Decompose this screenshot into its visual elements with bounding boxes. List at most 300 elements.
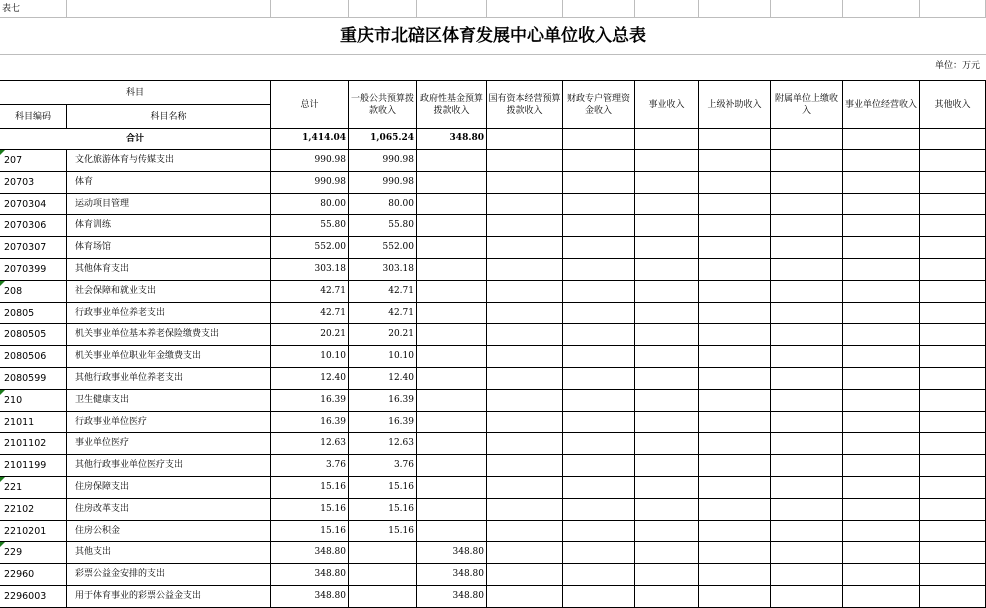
cell-total[interactable]: 10.10 (271, 346, 349, 368)
total-label[interactable]: 合计 (0, 128, 271, 150)
empty-cell[interactable] (771, 194, 843, 216)
empty-cell[interactable] (563, 542, 635, 564)
empty-cell[interactable] (843, 150, 920, 172)
empty-cell[interactable] (487, 194, 563, 216)
cell-fund[interactable] (417, 259, 487, 281)
table-row (0, 455, 986, 477)
cell-code[interactable]: 221 (0, 477, 67, 499)
empty-cell[interactable] (487, 259, 563, 281)
empty-cell[interactable] (699, 499, 771, 521)
empty-cell[interactable] (920, 455, 986, 477)
empty-cell[interactable] (563, 455, 635, 477)
cell-general[interactable]: 55.80 (349, 215, 417, 237)
cell-code[interactable]: 2080599 (0, 368, 67, 390)
cell-name[interactable]: 机关事业单位基本养老保险缴费支出 (67, 324, 271, 346)
empty-cell[interactable] (635, 564, 699, 586)
cell-total[interactable]: 348.80 (271, 542, 349, 564)
empty-cell[interactable] (920, 215, 986, 237)
cell-name[interactable]: 其他行政事业单位养老支出 (67, 368, 271, 390)
cell-code[interactable]: 22102 (0, 499, 67, 521)
empty-cell[interactable] (920, 433, 986, 455)
empty-cell[interactable] (699, 368, 771, 390)
empty-cell[interactable] (563, 237, 635, 259)
empty-cell[interactable] (771, 564, 843, 586)
cell-general[interactable] (349, 586, 417, 608)
cell-total[interactable]: 303.18 (271, 259, 349, 281)
cell-total[interactable]: 16.39 (271, 412, 349, 434)
empty-cell[interactable] (635, 477, 699, 499)
empty-cell[interactable] (843, 564, 920, 586)
table-label[interactable]: 表七 (0, 0, 67, 18)
cell-general[interactable]: 16.39 (349, 412, 417, 434)
cell-fund[interactable] (417, 324, 487, 346)
total-general[interactable]: 1,065.24 (349, 128, 417, 150)
cell-total[interactable]: 348.80 (271, 586, 349, 608)
cell-fund[interactable] (417, 499, 487, 521)
empty-cell[interactable] (487, 303, 563, 325)
empty-cell[interactable] (920, 128, 986, 150)
empty-cell[interactable] (563, 324, 635, 346)
empty-cell[interactable] (920, 150, 986, 172)
empty-cell[interactable] (487, 412, 563, 434)
cell-name[interactable]: 文化旅游体育与传媒支出 (67, 150, 271, 172)
error-indicator-icon (0, 477, 5, 482)
empty-cell[interactable] (843, 259, 920, 281)
cell-name[interactable]: 其他行政事业单位医疗支出 (67, 455, 271, 477)
cell-general[interactable]: 80.00 (349, 194, 417, 216)
grid-cell[interactable] (271, 0, 349, 18)
cell-code[interactable]: 20703 (0, 172, 67, 194)
cell-total[interactable]: 15.16 (271, 499, 349, 521)
cell-total[interactable]: 55.80 (271, 215, 349, 237)
empty-cell[interactable] (843, 194, 920, 216)
cell-name[interactable]: 其他支出 (67, 542, 271, 564)
grid-cell[interactable] (843, 0, 920, 18)
cell-total[interactable]: 15.16 (271, 477, 349, 499)
header-operating[interactable]: 事业单位经营收入 (843, 81, 920, 129)
cell-name[interactable]: 住房保障支出 (67, 477, 271, 499)
empty-cell[interactable] (563, 564, 635, 586)
cell-fund[interactable] (417, 477, 487, 499)
cell-code[interactable]: 208 (0, 281, 67, 303)
cell-code[interactable]: 2210201 (0, 521, 67, 543)
empty-cell[interactable] (920, 390, 986, 412)
cell-code[interactable]: 210 (0, 390, 67, 412)
header-general-budget[interactable]: 一般公共预算拨款收入 (349, 81, 417, 129)
empty-cell[interactable] (920, 521, 986, 543)
empty-cell[interactable] (699, 455, 771, 477)
empty-cell[interactable] (920, 542, 986, 564)
empty-cell[interactable] (771, 499, 843, 521)
empty-cell[interactable] (920, 586, 986, 608)
empty-cell[interactable] (771, 303, 843, 325)
cell-name[interactable]: 事业单位医疗 (67, 433, 271, 455)
cell-fund[interactable] (417, 346, 487, 368)
empty-cell[interactable] (635, 390, 699, 412)
empty-cell[interactable] (771, 237, 843, 259)
cell-fund[interactable] (417, 194, 487, 216)
cell-general[interactable]: 20.21 (349, 324, 417, 346)
empty-cell[interactable] (487, 564, 563, 586)
header-business[interactable]: 事业收入 (635, 81, 699, 129)
cell-fund[interactable] (417, 390, 487, 412)
cell-total[interactable]: 12.63 (271, 433, 349, 455)
empty-cell[interactable] (843, 172, 920, 194)
empty-cell[interactable] (635, 412, 699, 434)
cell-fund[interactable] (417, 368, 487, 390)
cell-name[interactable]: 体育训练 (67, 215, 271, 237)
cell-general[interactable]: 12.63 (349, 433, 417, 455)
header-affiliated[interactable]: 附属单位上缴收入 (771, 81, 843, 129)
cell-fund[interactable] (417, 412, 487, 434)
empty-cell[interactable] (771, 324, 843, 346)
empty-cell[interactable] (563, 281, 635, 303)
empty-cell[interactable] (487, 542, 563, 564)
empty-cell[interactable] (487, 324, 563, 346)
empty-cell[interactable] (635, 521, 699, 543)
empty-cell[interactable] (920, 324, 986, 346)
cell-name[interactable]: 卫生健康支出 (67, 390, 271, 412)
empty-cell[interactable] (843, 390, 920, 412)
cell-name[interactable]: 运动项目管理 (67, 194, 271, 216)
empty-cell[interactable] (699, 346, 771, 368)
empty-cell[interactable] (487, 477, 563, 499)
cell-name[interactable]: 体育 (67, 172, 271, 194)
empty-cell[interactable] (920, 564, 986, 586)
empty-cell[interactable] (635, 194, 699, 216)
grid-cell[interactable] (563, 0, 635, 18)
cell-total[interactable]: 12.40 (271, 368, 349, 390)
cell-fund[interactable]: 348.80 (417, 564, 487, 586)
cell-name[interactable]: 行政事业单位医疗 (67, 412, 271, 434)
empty-cell[interactable] (920, 346, 986, 368)
empty-cell[interactable] (635, 303, 699, 325)
cell-name[interactable]: 彩票公益金安排的支出 (67, 564, 271, 586)
empty-cell[interactable] (771, 433, 843, 455)
empty-cell[interactable] (843, 215, 920, 237)
grid-cell[interactable] (67, 0, 271, 18)
cell-name[interactable]: 体育场馆 (67, 237, 271, 259)
empty-cell[interactable] (563, 303, 635, 325)
empty-cell[interactable] (487, 237, 563, 259)
grid-cell[interactable] (635, 0, 699, 18)
empty-cell[interactable] (635, 499, 699, 521)
empty-cell[interactable] (563, 390, 635, 412)
empty-cell[interactable] (771, 412, 843, 434)
cell-fund[interactable] (417, 150, 487, 172)
error-indicator-icon (0, 281, 5, 286)
empty-cell[interactable] (843, 324, 920, 346)
empty-cell[interactable] (920, 259, 986, 281)
empty-cell[interactable] (920, 281, 986, 303)
empty-cell[interactable] (699, 215, 771, 237)
empty-cell[interactable] (699, 128, 771, 150)
cell-code[interactable]: 2101102 (0, 433, 67, 455)
empty-cell[interactable] (487, 455, 563, 477)
unit-label: 单位：万元 (934, 61, 980, 71)
empty-cell[interactable] (635, 346, 699, 368)
cell-code[interactable]: 2101199 (0, 455, 67, 477)
empty-cell[interactable] (771, 259, 843, 281)
cell-code[interactable]: 21011 (0, 412, 67, 434)
table-row (0, 542, 986, 564)
cell-general[interactable]: 42.71 (349, 281, 417, 303)
empty-cell[interactable] (771, 368, 843, 390)
cell-code[interactable]: 207 (0, 150, 67, 172)
cell-code[interactable]: 20805 (0, 303, 67, 325)
empty-cell[interactable] (563, 259, 635, 281)
empty-cell[interactable] (920, 303, 986, 325)
empty-cell[interactable] (699, 542, 771, 564)
empty-cell[interactable] (920, 172, 986, 194)
empty-cell[interactable] (771, 128, 843, 150)
empty-cell[interactable] (563, 368, 635, 390)
empty-cell[interactable] (563, 412, 635, 434)
header-fiscal-special[interactable]: 财政专户管理资金收入 (563, 81, 635, 129)
empty-cell[interactable] (635, 215, 699, 237)
empty-cell[interactable] (563, 586, 635, 608)
cell-fund[interactable] (417, 303, 487, 325)
header-subject[interactable]: 科目 (0, 81, 271, 105)
grid-cell[interactable] (771, 0, 843, 18)
header-state-capital[interactable]: 国有资本经营预算拨款收入 (487, 81, 563, 129)
empty-cell[interactable] (843, 455, 920, 477)
empty-cell[interactable] (843, 346, 920, 368)
empty-cell[interactable] (699, 259, 771, 281)
empty-cell[interactable] (843, 303, 920, 325)
cell-code[interactable]: 2070304 (0, 194, 67, 216)
empty-cell[interactable] (699, 477, 771, 499)
empty-cell[interactable] (563, 215, 635, 237)
empty-cell[interactable] (487, 215, 563, 237)
cell-code[interactable]: 22960 (0, 564, 67, 586)
cell-general[interactable]: 990.98 (349, 172, 417, 194)
empty-cell[interactable] (635, 455, 699, 477)
cell-total[interactable]: 990.98 (271, 172, 349, 194)
empty-cell[interactable] (843, 237, 920, 259)
empty-cell[interactable] (635, 150, 699, 172)
empty-cell[interactable] (771, 455, 843, 477)
cell-total[interactable]: 20.21 (271, 324, 349, 346)
empty-cell[interactable] (771, 215, 843, 237)
empty-cell[interactable] (771, 390, 843, 412)
cell-name[interactable]: 社会保障和就业支出 (67, 281, 271, 303)
page-title: 重庆市北碚区体育发展中心单位收入总表 (340, 26, 646, 46)
empty-cell[interactable] (771, 346, 843, 368)
empty-cell[interactable] (487, 521, 563, 543)
header-other[interactable]: 其他收入 (920, 81, 986, 129)
cell-fund[interactable] (417, 172, 487, 194)
grid-cell[interactable] (349, 0, 417, 18)
empty-cell[interactable] (699, 281, 771, 303)
empty-cell[interactable] (699, 586, 771, 608)
empty-cell[interactable] (843, 433, 920, 455)
cell-general[interactable]: 42.71 (349, 303, 417, 325)
cell-name[interactable]: 住房公积金 (67, 521, 271, 543)
empty-cell[interactable] (699, 194, 771, 216)
cell-name[interactable]: 住房改革支出 (67, 499, 271, 521)
empty-cell[interactable] (920, 368, 986, 390)
empty-cell[interactable] (635, 542, 699, 564)
cell-name[interactable]: 机关事业单位职业年金缴费支出 (67, 346, 271, 368)
empty-cell[interactable] (635, 281, 699, 303)
empty-cell[interactable] (699, 564, 771, 586)
header-subject-name[interactable]: 科目名称 (67, 105, 271, 129)
empty-cell[interactable] (635, 324, 699, 346)
empty-cell[interactable] (635, 172, 699, 194)
table-row (0, 281, 986, 303)
cell-name[interactable]: 其他体育支出 (67, 259, 271, 281)
header-gov-fund[interactable]: 政府性基金预算拨款收入 (417, 81, 487, 129)
cell-total[interactable]: 80.00 (271, 194, 349, 216)
cell-fund[interactable] (417, 237, 487, 259)
cell-fund[interactable] (417, 281, 487, 303)
cell-fund[interactable] (417, 455, 487, 477)
cell-total[interactable]: 990.98 (271, 150, 349, 172)
empty-cell[interactable] (771, 281, 843, 303)
empty-cell[interactable] (920, 499, 986, 521)
empty-cell[interactable] (699, 237, 771, 259)
empty-cell[interactable] (487, 172, 563, 194)
empty-cell[interactable] (487, 586, 563, 608)
empty-cell[interactable] (920, 477, 986, 499)
total-total[interactable]: 1,414.04 (271, 128, 349, 150)
empty-cell[interactable] (699, 303, 771, 325)
empty-cell[interactable] (771, 172, 843, 194)
empty-cell[interactable] (699, 324, 771, 346)
cell-code[interactable]: 229 (0, 542, 67, 564)
cell-fund[interactable] (417, 521, 487, 543)
empty-cell[interactable] (699, 412, 771, 434)
cell-total[interactable]: 348.80 (271, 564, 349, 586)
empty-cell[interactable] (699, 390, 771, 412)
empty-cell[interactable] (635, 128, 699, 150)
cell-fund[interactable] (417, 215, 487, 237)
cell-general[interactable] (349, 564, 417, 586)
header-superior-subsidy[interactable]: 上级补助收入 (699, 81, 771, 129)
empty-cell[interactable] (635, 259, 699, 281)
empty-cell[interactable] (563, 172, 635, 194)
empty-cell[interactable] (843, 542, 920, 564)
cell-general[interactable]: 303.18 (349, 259, 417, 281)
grid-cell[interactable] (487, 0, 563, 18)
cell-name[interactable]: 行政事业单位养老支出 (67, 303, 271, 325)
empty-cell[interactable] (563, 150, 635, 172)
empty-cell[interactable] (487, 281, 563, 303)
cell-total[interactable]: 42.71 (271, 303, 349, 325)
empty-cell[interactable] (920, 194, 986, 216)
cell-code[interactable]: 2070399 (0, 259, 67, 281)
empty-cell[interactable] (843, 368, 920, 390)
empty-cell[interactable] (771, 521, 843, 543)
empty-cell[interactable] (920, 412, 986, 434)
cell-general[interactable]: 16.39 (349, 390, 417, 412)
cell-code[interactable]: 2070306 (0, 215, 67, 237)
cell-general[interactable] (349, 542, 417, 564)
empty-cell[interactable] (487, 150, 563, 172)
empty-cell[interactable] (563, 477, 635, 499)
empty-cell[interactable] (487, 128, 563, 150)
empty-cell[interactable] (843, 586, 920, 608)
cell-total[interactable]: 16.39 (271, 390, 349, 412)
cell-general[interactable]: 990.98 (349, 150, 417, 172)
empty-cell[interactable] (843, 128, 920, 150)
total-fund[interactable]: 348.80 (417, 128, 487, 150)
empty-cell[interactable] (843, 477, 920, 499)
empty-cell[interactable] (920, 237, 986, 259)
cell-fund[interactable]: 348.80 (417, 586, 487, 608)
empty-cell[interactable] (563, 499, 635, 521)
cell-general[interactable]: 15.16 (349, 521, 417, 543)
empty-cell[interactable] (487, 346, 563, 368)
empty-cell[interactable] (771, 586, 843, 608)
cell-general[interactable]: 10.10 (349, 346, 417, 368)
empty-cell[interactable] (699, 521, 771, 543)
empty-cell[interactable] (635, 433, 699, 455)
table-row (0, 390, 986, 412)
empty-cell[interactable] (487, 499, 563, 521)
table-row (0, 368, 986, 390)
cell-name[interactable]: 用于体育事业的彩票公益金支出 (67, 586, 271, 608)
grid-cell[interactable] (417, 0, 487, 18)
header-subject-code[interactable]: 科目编码 (0, 105, 67, 129)
empty-cell[interactable] (699, 433, 771, 455)
cell-code[interactable]: 2080505 (0, 324, 67, 346)
empty-cell[interactable] (563, 128, 635, 150)
empty-cell[interactable] (771, 150, 843, 172)
grid-cell[interactable] (699, 0, 771, 18)
empty-cell[interactable] (843, 412, 920, 434)
empty-cell[interactable] (487, 390, 563, 412)
empty-cell[interactable] (771, 477, 843, 499)
empty-cell[interactable] (487, 433, 563, 455)
cell-fund[interactable]: 348.80 (417, 542, 487, 564)
cell-total[interactable]: 15.16 (271, 521, 349, 543)
cell-general[interactable]: 3.76 (349, 455, 417, 477)
empty-cell[interactable] (699, 150, 771, 172)
empty-cell[interactable] (563, 521, 635, 543)
cell-total[interactable]: 3.76 (271, 455, 349, 477)
empty-cell[interactable] (843, 281, 920, 303)
cell-fund[interactable] (417, 433, 487, 455)
empty-cell[interactable] (843, 521, 920, 543)
empty-cell[interactable] (699, 172, 771, 194)
empty-cell[interactable] (635, 368, 699, 390)
table-row (0, 172, 986, 194)
table-row (0, 499, 986, 521)
label-row (0, 0, 986, 18)
empty-cell[interactable] (563, 194, 635, 216)
cell-general[interactable]: 15.16 (349, 499, 417, 521)
empty-cell[interactable] (487, 368, 563, 390)
empty-cell[interactable] (563, 346, 635, 368)
empty-cell[interactable] (843, 499, 920, 521)
cell-code[interactable]: 2070307 (0, 237, 67, 259)
grid-cell[interactable] (920, 0, 986, 18)
header-total[interactable]: 总计 (271, 81, 349, 129)
cell-code[interactable]: 2080506 (0, 346, 67, 368)
cell-code[interactable]: 2296003 (0, 586, 67, 608)
empty-cell[interactable] (635, 586, 699, 608)
empty-cell[interactable] (771, 542, 843, 564)
cell-general[interactable]: 552.00 (349, 237, 417, 259)
cell-general[interactable]: 12.40 (349, 368, 417, 390)
cell-total[interactable]: 552.00 (271, 237, 349, 259)
empty-cell[interactable] (563, 433, 635, 455)
cell-total[interactable]: 42.71 (271, 281, 349, 303)
cell-general[interactable]: 15.16 (349, 477, 417, 499)
empty-cell[interactable] (635, 237, 699, 259)
